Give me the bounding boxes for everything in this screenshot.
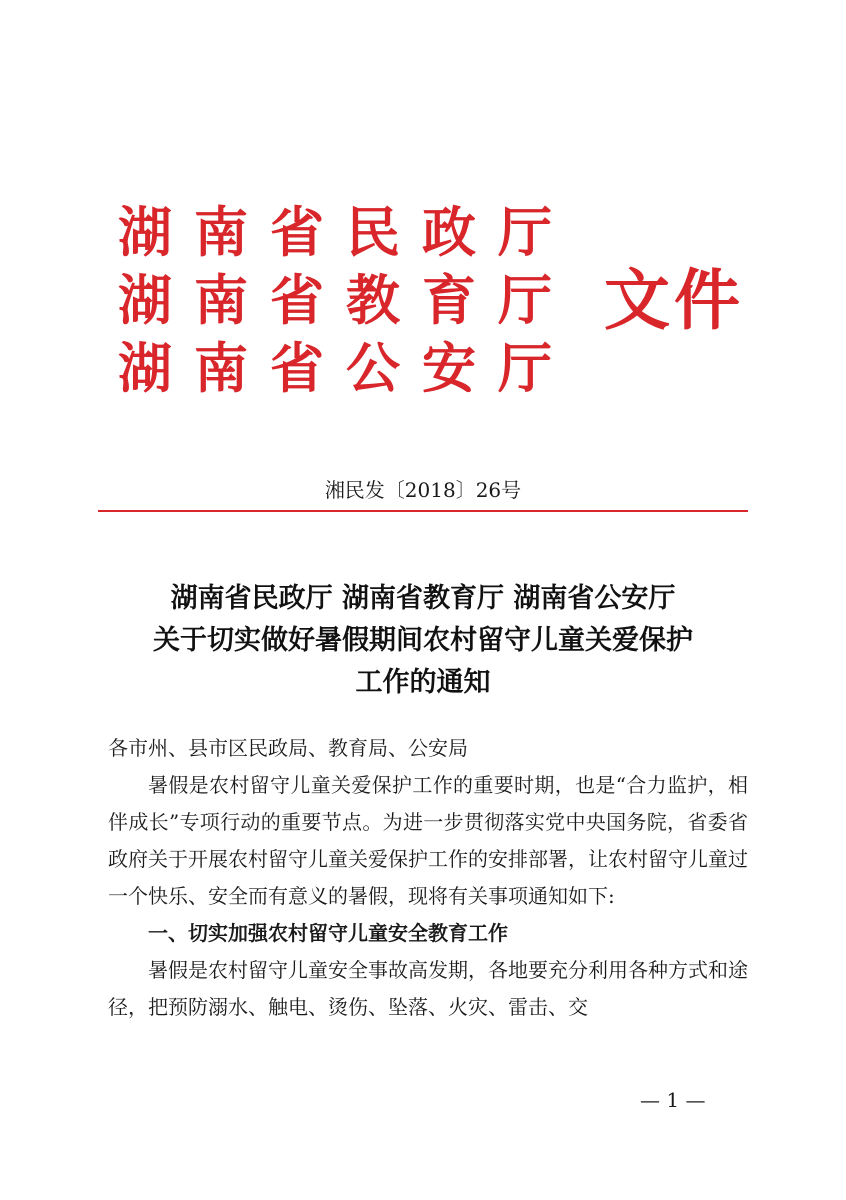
- document-title: [100, 578, 746, 704]
- document-number: 湘民发〔2018〕26号: [324, 478, 522, 502]
- page-number: — 1 —: [640, 1088, 706, 1112]
- addressee: 各市州、县市区民政局、教育局、公安局: [108, 736, 468, 760]
- issuer-public-security: 湖南省公安厅: [118, 336, 574, 400]
- issuer-civil-affairs: 湖南省民政厅: [118, 200, 574, 264]
- issuing-agencies: [118, 198, 574, 402]
- issuer-education: 湖南省教育厅: [118, 268, 574, 332]
- section-1-heading: 一、切实加强农村留守儿童安全教育工作: [148, 921, 508, 945]
- document-type-label: 文件: [604, 261, 744, 339]
- intro-paragraph: 暑假是农村留守儿童关爱保护工作的重要时期，也是“合力监护，相伴成长”专项行动的重要节点。为进一步贯彻落实党中央国务院，省委省政府关于开展农村留守儿童关爱保护工作的安排部署，让农村留守儿童过一个快乐、安全而有意义的暑假，现将有关事项通知如下:: [108, 773, 748, 908]
- red-separator-line: [98, 510, 748, 512]
- title-line-1: 湖南省民政厅 湖南省教育厅 湖南省公安厅: [170, 583, 676, 614]
- title-line-3: 工作的通知: [355, 667, 491, 698]
- section-1-paragraph: 暑假是农村留守儿童安全事故高发期，各地要充分利用各种方式和途径，把预防溺水、触电、烫伤、坠落、火灾、雷击、交: [108, 958, 748, 1019]
- title-line-2: 关于切实做好暑假期间农村留守儿童关爱保护: [153, 625, 693, 656]
- document-body: [108, 730, 748, 1026]
